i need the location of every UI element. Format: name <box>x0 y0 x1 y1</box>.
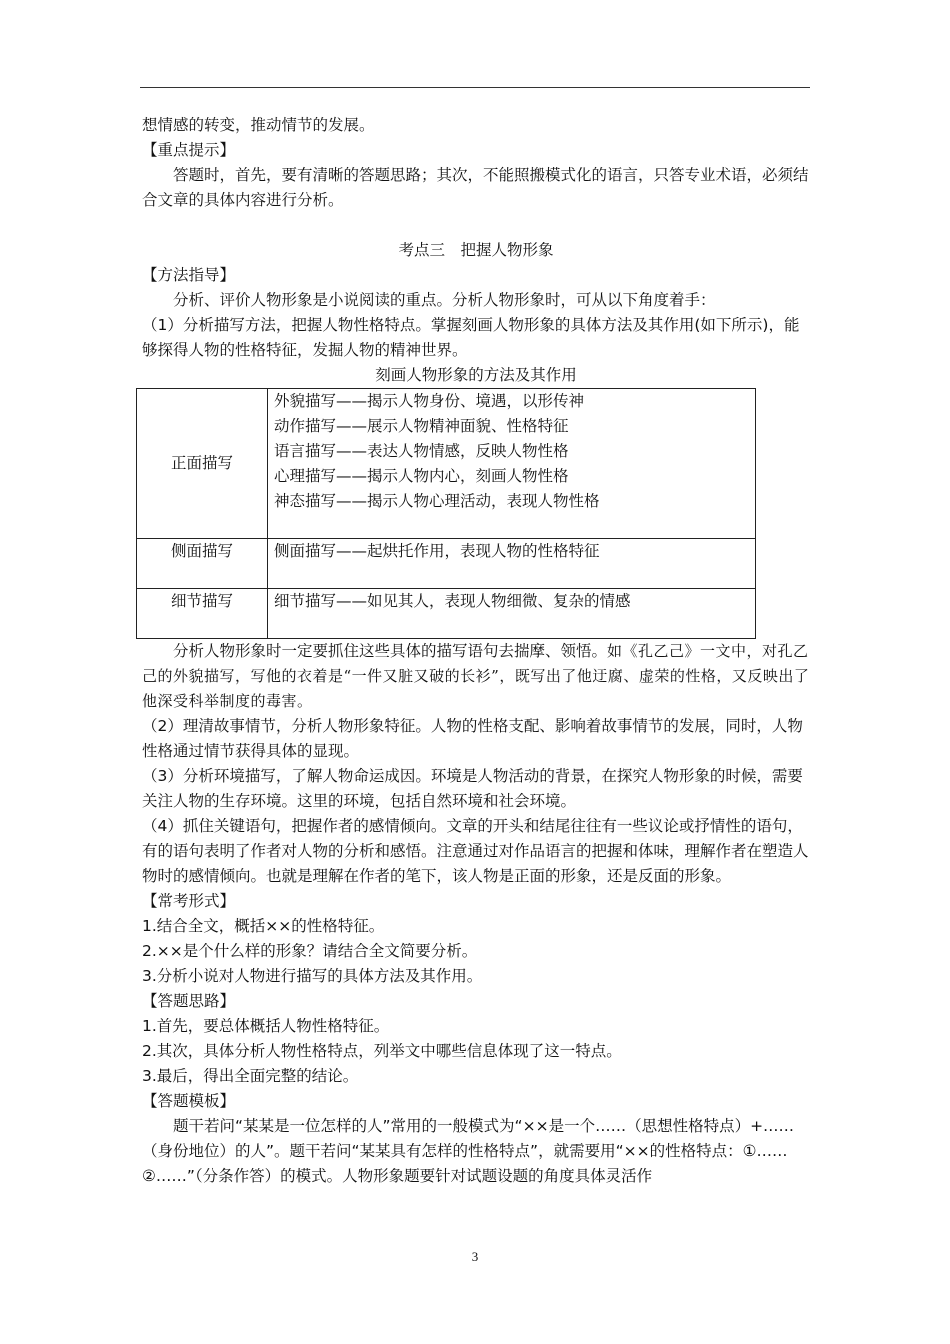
example-text: 如《孔乙己》一文中，对孔乙己的外貌描写，写他的衣着是“一件又脏又破的长衫”，既写出了他迂腐、虚荣的性格，又反映出了他深受科举制度的毒害。 <box>142 642 810 710</box>
row-content <box>268 589 756 639</box>
approach-item: 2.其次，具体分析人物性格特点，列举文中哪些信息体现了这一特点。 <box>142 1042 622 1060</box>
tip-text: 答题时，首先，要有清晰的答题思路；其次，不能照搬模式化的语言，只答专业术语，必须结合文章的具体内容进行分析。 <box>142 166 809 209</box>
row-line: 侧面描写——起烘托作用，表现人物的性格特征 <box>274 542 600 560</box>
row-line: 细节描写——如见其人，表现人物细微、复杂的情感 <box>274 592 631 610</box>
after-table-text: 分析人物形象时一定要抓住这些具体的描写语句去揣摩、领悟。 <box>173 642 608 660</box>
intro-line: 想情感的转变，推动情节的发展。 <box>142 116 375 134</box>
approach-heading: 【答题思路】 <box>142 992 236 1010</box>
row-label: 侧面描写 <box>137 539 268 589</box>
tip-heading: 【重点提示】 <box>142 141 236 159</box>
row-line: 语言描写——表达人物情感，反映人物性格 <box>274 442 569 460</box>
point-2: （2）理清故事情节，分析人物形象特征。人物的性格支配、影响着故事情节的发展，同时，人物性格通过情节获得具体的显现。 <box>142 717 803 760</box>
row-content <box>268 389 756 539</box>
document-body <box>142 113 810 1189</box>
after-table-paragraph <box>142 639 810 714</box>
forms-heading: 【常考形式】 <box>142 892 236 910</box>
table-row <box>137 589 756 639</box>
methods-table <box>136 388 756 639</box>
approach-item: 1.首先，要总体概括人物性格特征。 <box>142 1017 390 1035</box>
point-3: （3）分析环境描写，了解人物命运成因。环境是人物活动的背景，在探究人物形象的时候，需要关注人物的生存环境。这里的环境，包括自然环境和社会环境。 <box>142 767 803 810</box>
form-item: 1.结合全文，概括××的性格特征。 <box>142 917 385 935</box>
header-rule <box>140 87 810 88</box>
form-item: 2.××是个什么样的形象？请结合全文简要分析。 <box>142 942 478 960</box>
row-line: 神态描写——揭示人物心理活动，表现人物性格 <box>274 492 600 510</box>
point-1: （1）分析描写方法，把握人物性格特点。掌握刻画人物形象的具体方法及其作用(如下所示)，能够探得人物的性格特征，发掘人物的精神世界。 <box>142 316 800 359</box>
table-row <box>137 389 756 539</box>
section-title: 考点三 把握人物形象 <box>398 241 554 259</box>
form-item: 3.分析小说对人物进行描写的具体方法及其作用。 <box>142 967 483 985</box>
point-4: （4）抓住关键语句，把握作者的感情倾向。文章的开头和结尾往往有一些议论或抒情性的语句，有的语句表明了作者对人物的分析和感悟。注意通过对作品语言的把握和体味，理解作者在塑造人物时的感情倾向。也就是理解在作者的笔下，该人物是正面的形象，还是反面的形象。 <box>142 817 809 885</box>
row-line: 外貌描写——揭示人物身份、境遇，以形传神 <box>274 392 585 410</box>
method-heading: 【方法指导】 <box>142 266 236 284</box>
row-content <box>268 539 756 589</box>
approach-item: 3.最后，得出全面完整的结论。 <box>142 1067 359 1085</box>
template-text: 题干若问“某某是一位怎样的人”常用的一般模式为“××是一个……（思想性格特点）+……（身份地位）的人”。题干若问“某某具有怎样的性格特点”，就需要用“××的性格特点：①……②……”（分条作答）的模式。人物形象题要针对试题设题的角度具体灵活作 <box>142 1117 795 1185</box>
row-label: 细节描写 <box>137 589 268 639</box>
row-line: 动作描写——展示人物精神面貌、性格特征 <box>274 417 569 435</box>
method-intro: 分析、评价人物形象是小说阅读的重点。分析人物形象时，可从以下角度着手： <box>173 291 716 309</box>
table-row <box>137 539 756 589</box>
row-line: 心理描写——揭示人物内心，刻画人物性格 <box>274 467 569 485</box>
table-caption: 刻画人物形象的方法及其作用 <box>375 366 577 384</box>
template-heading: 【答题模板】 <box>142 1092 236 1110</box>
page-number: 3 <box>471 1249 479 1264</box>
row-label: 正面描写 <box>137 389 268 539</box>
